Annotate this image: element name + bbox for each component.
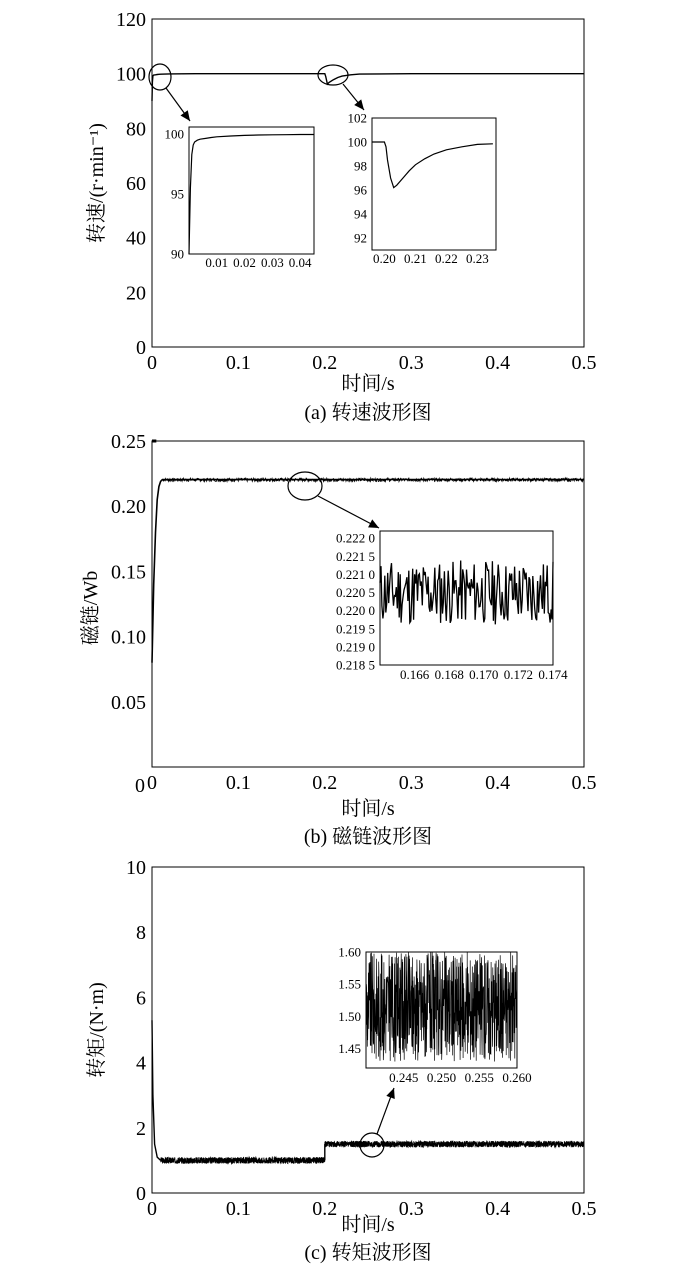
c-axis-ytick-label: 6 [136, 987, 146, 1010]
c-torque-band-2 [325, 1141, 584, 1148]
a-axis-xtick-label: 0.5 [571, 352, 597, 374]
b-inset-xtick-label: 0.166 [399, 667, 430, 682]
b-inset-ytick-label: 0.222 0 [336, 530, 375, 546]
a-inset-2-ytick-label: 100 [347, 134, 367, 150]
c-axis-xtick-label: 0.2 [312, 1198, 338, 1220]
b-caption: (b) 磁链波形图 [303, 826, 433, 848]
a-speed-line [152, 74, 584, 101]
a-inset-1-frame [189, 127, 314, 254]
b-axis-xtick-label: 0.1 [225, 772, 251, 794]
a-xlabel: 时间/s [341, 373, 395, 395]
c-axis-ytick-label: 8 [136, 922, 146, 945]
a-arrow-1-head [180, 110, 190, 121]
a-arrow-2-head [354, 99, 364, 110]
c-xlabel: 时间/s [341, 1214, 395, 1236]
a-axis-xtick-label: 0.2 [312, 352, 338, 374]
a-inset-2-ytick-label: 94 [354, 206, 367, 222]
a-inset-2-ytick-label: 92 [354, 230, 367, 246]
b-inset-ytick-label: 0.220 5 [336, 585, 375, 601]
c-ylabel: 转矩/(N·m) [86, 982, 108, 1078]
a-inset-1-xtick-label: 0.02 [233, 255, 256, 270]
b-inset-ytick-label: 0.219 0 [336, 639, 375, 655]
a-inset-1 [165, 127, 315, 270]
a-zoom-circle-2 [318, 65, 348, 85]
a-axis-ytick-label: 0 [136, 337, 146, 359]
b-inset-xtick-label: 0.170 [469, 667, 499, 682]
b-axis-ytick-label: 0.25 [111, 431, 146, 453]
panel-c-torque [85, 857, 597, 1264]
b-inset-ytick-label: 0.220 0 [336, 603, 375, 619]
b-inset-xtick-label: 0.172 [503, 667, 534, 682]
c-inset-xtick-label: 0.255 [464, 1070, 494, 1085]
c-inset-xtick-label: 0.260 [502, 1070, 532, 1085]
b-inset-xtick-label: 0.168 [434, 667, 464, 682]
a-inset-1-ytick-label: 100 [164, 126, 184, 142]
b-inset-ytick-label: 0.219 5 [336, 621, 375, 637]
c-axis-ytick-label: 4 [136, 1052, 146, 1075]
a-axis-ytick-label: 100 [116, 63, 146, 86]
a-inset-2-xtick-label: 0.21 [404, 251, 427, 266]
a-axis-ytick-label: 80 [126, 118, 146, 141]
b-axis-ytick-label: 0.20 [111, 496, 146, 519]
b-inset-ytick-label: 0.221 0 [336, 566, 375, 582]
c-torque-band-1 [161, 1157, 325, 1164]
a-inset-1-ytick-label: 95 [171, 186, 184, 202]
b-arrow-line [318, 496, 379, 528]
b-ylabel: 磁链/Wb [80, 570, 102, 646]
a-inset-2-frame [372, 118, 496, 250]
c-inset-ytick-label: 1.55 [338, 976, 361, 992]
b-xlabel: 时间/s [341, 798, 395, 820]
b-axis-ytick-label: 0.05 [111, 691, 146, 714]
c-torque-startup [152, 1020, 161, 1160]
c-axis-xtick-label: 0 [147, 1198, 157, 1220]
a-axis-ytick-label: 40 [126, 227, 146, 250]
c-caption: (c) 转矩波形图 [304, 1242, 432, 1264]
a-ylabel: 转速/(r·min⁻¹) [86, 123, 108, 243]
a-axis-ytick-label: 120 [116, 9, 146, 31]
c-inset [338, 945, 531, 1086]
a-axis-ytick-label: 20 [126, 282, 146, 305]
b-origin-label: 0 [135, 775, 145, 797]
b-inset [336, 531, 568, 682]
a-inset-1-ytick-label: 90 [171, 246, 184, 262]
c-axis-xtick-label: 0.4 [485, 1198, 511, 1220]
b-zoom-circle [288, 472, 322, 500]
a-inset-2-xtick-label: 0.23 [466, 251, 489, 266]
c-axis-ytick-label: 2 [136, 1117, 146, 1140]
c-arrow-head [386, 1088, 394, 1099]
b-axis-xtick-label: 0.2 [312, 772, 338, 794]
b-axis-xtick-label: 0.5 [571, 772, 597, 794]
b-inset-xtick-label: 0.174 [538, 667, 568, 682]
c-axis-ytick-label: 0 [136, 1183, 146, 1205]
c-inset-xtick-label: 0.250 [426, 1070, 457, 1085]
b-inset-ytick-label: 0.218 5 [336, 657, 375, 673]
a-axis-xtick-label: 0.1 [225, 352, 251, 374]
a-caption: (a) 转速波形图 [304, 402, 432, 424]
panel-a-speed [85, 9, 597, 424]
a-inset-1-xtick-label: 0.03 [260, 255, 284, 270]
a-axis-ytick-label: 60 [126, 173, 146, 195]
b-axis-xtick-label: 0.3 [398, 772, 424, 794]
a-inset-1-xtick-label: 0.01 [205, 255, 229, 270]
b-axis-ytick-label: 0.15 [111, 561, 146, 584]
c-inset-ytick-label: 1.45 [338, 1041, 361, 1057]
a-inset-2-ytick-label: 96 [354, 182, 367, 198]
b-axis-xtick-label: 0.4 [485, 772, 511, 794]
a-inset-2-xtick-label: 0.20 [373, 251, 396, 266]
a-axis-xtick-label: 0.3 [398, 352, 424, 374]
c-axis-xtick-label: 0.5 [571, 1198, 597, 1220]
c-axis-xtick-label: 0.1 [225, 1198, 251, 1220]
b-axis-ytick-label: 0.10 [111, 626, 146, 649]
a-inset-2 [348, 111, 497, 267]
b-inset-ytick-label: 0.221 5 [336, 548, 375, 564]
a-axis-xtick-label: 0.4 [485, 352, 511, 374]
b-axis-xtick-label: 0 [147, 772, 157, 794]
c-inset-ytick-label: 1.60 [338, 944, 361, 960]
a-inset-2-xtick-label: 0.22 [435, 251, 458, 266]
a-inset-2-ytick-label: 98 [354, 158, 367, 174]
panel-b-flux [79, 431, 597, 848]
c-inset-ytick-label: 1.50 [338, 1008, 361, 1024]
a-inset-1-xtick-label: 0.04 [288, 255, 312, 270]
a-axis-xtick-label: 0 [147, 352, 157, 374]
a-inset-2-ytick-label: 102 [347, 110, 367, 126]
c-axis-ytick-label: 10 [126, 857, 146, 879]
c-axis-xtick-label: 0.3 [398, 1198, 424, 1220]
c-inset-xtick-label: 0.245 [389, 1070, 419, 1085]
